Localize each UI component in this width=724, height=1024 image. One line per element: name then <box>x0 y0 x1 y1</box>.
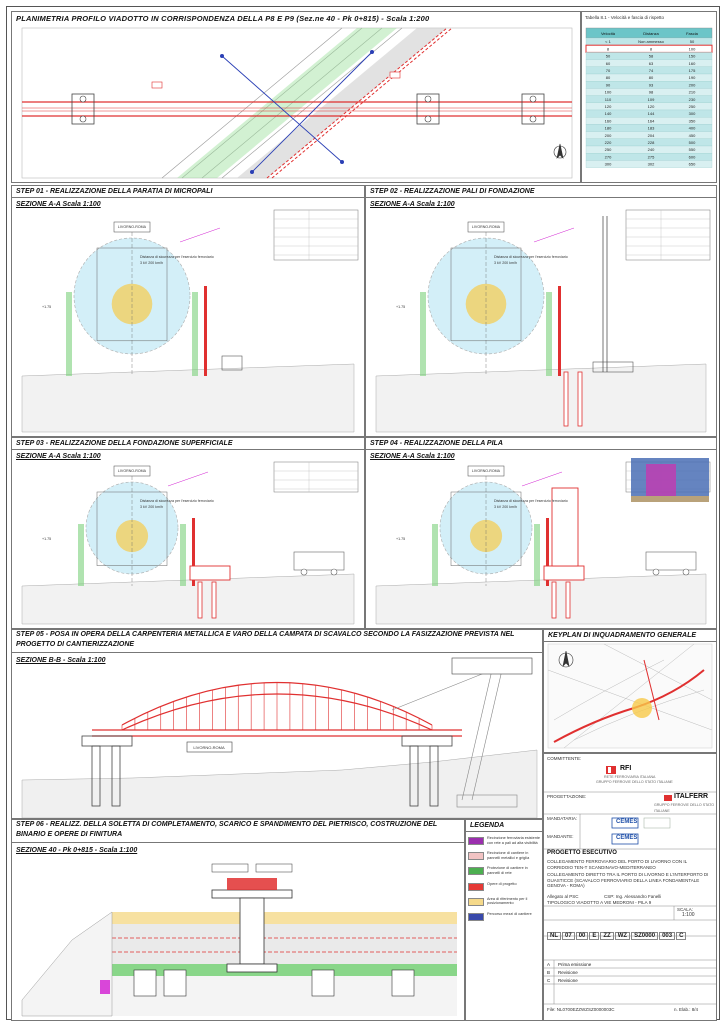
revision-description: Revisione <box>558 970 578 975</box>
line-label: LIVORNO-ROMA <box>117 469 147 473</box>
table-cell: Non ammesso <box>638 39 664 45</box>
revision-code: A <box>547 962 551 967</box>
legend-swatch <box>468 867 484 875</box>
table-cell: 180 <box>604 125 612 131</box>
keyplan-panel <box>543 629 717 753</box>
legend-swatch <box>468 883 484 891</box>
table-cell: 650 <box>688 161 696 167</box>
table-cell: 8 <box>606 46 610 52</box>
step-03-drawing <box>12 438 364 628</box>
legend-text: Percorso mezzi di cantiere <box>487 911 532 916</box>
table-title: Tabella 8.1 - Velocità e fascia di rispetto <box>585 15 665 20</box>
revision-row <box>546 961 712 969</box>
allegato: Allegato al PSC <box>547 894 579 899</box>
designer-logo-text: ITALFERR <box>674 793 709 800</box>
legend-swatch <box>468 913 484 921</box>
step-05-drawing <box>12 630 542 818</box>
legend-item <box>468 912 540 921</box>
legend-text: Protezione di cantiere in pannelli di rete <box>487 866 528 875</box>
table-cell: 80 <box>605 75 611 81</box>
step-04-title: STEP 04 - REALIZZAZIONE DELLA PILA <box>366 438 716 450</box>
step-02-section: SEZIONE A-A Scala 1:100 <box>370 201 455 208</box>
drawing-sheet <box>6 6 720 1020</box>
table-cell: 270 <box>604 154 612 160</box>
step-01-section: SEZIONE A-A Scala 1:100 <box>16 201 101 208</box>
plan-panel <box>11 11 581 183</box>
designer-sub: GRUPPO FERROVIE DELLO STATO ITALIANE <box>654 803 715 813</box>
line-label: LIVORNO-ROMA <box>117 225 147 229</box>
speed-table-panel <box>581 11 717 183</box>
table-header-cell: Fascia <box>686 31 698 36</box>
step-05-title: STEP 05 - POSA IN OPERA DELLA CARPENTERIA METALLICA E VARO DELLA CAMPATA DI SCAVALCO SECONDO LA FASIZZAZIONE PREVISTA NEL PROGETTO DI CANTIERIZZAZIONE <box>12 630 542 653</box>
step-05-panel <box>11 629 543 819</box>
step-01-panel <box>11 185 365 437</box>
mandante-label: MANDANTE: <box>547 834 574 839</box>
table-cell: 300 <box>604 161 612 167</box>
speed-table <box>582 12 716 182</box>
table-cell: 100 <box>604 89 612 95</box>
step-02-panel <box>365 185 717 437</box>
step-01-drawing <box>12 186 364 436</box>
sheet-number: n. Elab.: 8/4 <box>674 1007 699 1012</box>
mandataria-label: MANDATARIA: <box>547 816 578 821</box>
table-cell: 140 <box>604 111 612 117</box>
code-cell: C <box>676 932 686 940</box>
step-01-title: STEP 01 - REALIZZAZIONE DELLA PARATIA DI MICROPALI <box>12 186 364 198</box>
committente-label: COMMITTENTE: <box>547 756 582 761</box>
tension-label: 3 kV 200 km/h <box>494 261 517 265</box>
revision-row <box>546 969 712 977</box>
step-04-section: SEZIONE A-A Scala 1:100 <box>370 453 455 460</box>
step-03-panel <box>11 437 365 629</box>
step-06-section: SEZIONE 40 - Pk 0+815 - Scala 1:100 <box>16 847 138 854</box>
line-label: LIVORNO-ROMA <box>471 225 501 229</box>
table-cell: 144 <box>647 111 655 117</box>
table-cell: 160 <box>604 118 612 124</box>
safety-distance-label: Distanza di sicurezza per l'esercizio ferroviario <box>140 499 214 503</box>
elevation-label: +1.75 <box>42 305 52 309</box>
tension-label: 3 kV 200 km/h <box>140 261 163 265</box>
table-cell: 250 <box>604 147 612 153</box>
step05-line-label: LIVORNO-ROMA <box>193 745 225 750</box>
code-cell: 07 <box>562 932 575 940</box>
document-code <box>547 924 687 942</box>
keyplan-title: KEYPLAN DI INQUADRAMENTO GENERALE <box>544 630 716 642</box>
step-03-section: SEZIONE A-A Scala 1:100 <box>16 453 101 460</box>
code-cell: WZ <box>615 932 630 940</box>
code-cell: 003 <box>659 932 675 940</box>
tipologico: TIPOLOGICO VIADOTTO A VIE MEDRONI - PILA 9 <box>547 900 652 905</box>
legend-list <box>468 836 540 927</box>
table-cell: 63 <box>648 60 654 66</box>
revision-description: Revisione <box>558 978 578 983</box>
client-logo-text: RFI <box>620 765 632 772</box>
safety-distance-label: Distanza di sicurezza per l'esercizio ferroviario <box>494 499 568 503</box>
csp: CSP: Ing. Alessandro Fanelli <box>604 894 662 899</box>
legend-text: Recinzione di cantiere in pannelli metallici e griglia <box>487 851 530 860</box>
table-header-cell: Distanza <box>643 31 659 36</box>
table-cell: < 1 <box>605 39 611 45</box>
table-cell: 80 <box>648 75 654 81</box>
revision-table <box>546 961 712 985</box>
table-cell: 240 <box>647 147 655 153</box>
table-cell: 190 <box>688 75 696 81</box>
scala-label: SCALA: <box>677 907 694 912</box>
description-2: COLLEGAMENTO DIRETTO TRA IL PORTO DI LIVORNO E L'INTERPORTO DI GUASTICCE (SCAVALCO FERROVIARIO DELLA LINEA FONDAMENTALE GENOVA - ROMA) <box>547 872 709 888</box>
code-cell: 00 <box>576 932 589 940</box>
legend-text: Opere di progetto <box>487 881 517 886</box>
legend-item <box>468 851 540 860</box>
table-cell: 175 <box>688 68 696 73</box>
table-cell: 50 <box>689 39 695 45</box>
table-cell: 200 <box>688 82 696 88</box>
table-cell: 350 <box>688 118 696 124</box>
table-cell: 70 <box>605 68 611 73</box>
tension-label: 3 kV 200 km/h <box>140 505 163 509</box>
code-cell: E <box>589 932 599 940</box>
safety-distance-label: Distanza di sicurezza per l'esercizio ferroviario <box>494 255 568 259</box>
legend-panel <box>465 819 543 1021</box>
client-sub2: GRUPPO FERROVIE DELLO STATO ITALIANE <box>596 780 673 784</box>
table-cell: 120 <box>647 104 655 109</box>
table-cell: 120 <box>604 104 612 109</box>
table-cell: 250 <box>688 104 696 109</box>
plan-title: PLANIMETRIA PROFILO VIADOTTO IN CORRISPONDENZA DELLA P8 E P9 (Sez.ne 40 - Pk 0+815) - Scala 1:200 <box>16 14 430 23</box>
table-cell: 110 <box>604 96 612 102</box>
step-03-title: STEP 03 - REALIZZAZIONE DELLA FONDAZIONE SUPERFICIALE <box>12 438 364 450</box>
table-cell: 183 <box>647 125 655 131</box>
table-cell: 50 <box>605 53 611 59</box>
table-cell: 150 <box>688 53 696 59</box>
table-cell: 230 <box>688 96 696 102</box>
step-05-section: SEZIONE B-B - Scala 1:100 <box>16 657 106 664</box>
table-cell: 200 <box>604 132 612 138</box>
legend-swatch <box>468 898 484 906</box>
revision-code: C <box>547 978 551 983</box>
table-cell: 550 <box>688 147 696 153</box>
table-cell: 98 <box>648 89 654 95</box>
code-cell: SZ0000 <box>631 932 658 940</box>
step-04-panel <box>365 437 717 629</box>
table-cell: 228 <box>647 140 655 145</box>
table-cell: 220 <box>604 140 612 145</box>
file-name: File: NL0700EZZWZSZ0000003C <box>547 1007 615 1012</box>
legend-swatch <box>468 837 484 845</box>
table-cell: 100 <box>688 46 696 52</box>
client-sub: RETE FERROVIARIA ITALIANA <box>604 775 656 779</box>
code-cell: ZZ <box>600 932 613 940</box>
table-cell: 160 <box>688 60 696 66</box>
cemes-logo: CEMES <box>616 819 638 825</box>
table-cell: 90 <box>605 82 611 88</box>
step-02-title: STEP 02 - REALIZZAZIONE PALI DI FONDAZIONE <box>366 186 716 198</box>
revision-description: Prima emissione <box>558 962 592 967</box>
scala-value: 1:100 <box>682 912 695 918</box>
safety-distance-label: Distanza di sicurezza per l'esercizio ferroviario <box>140 255 214 259</box>
legend-item <box>468 882 540 891</box>
legend-item <box>468 836 540 845</box>
code-cell: NL <box>547 932 561 940</box>
table-cell: 204 <box>647 132 655 138</box>
table-cell: 302 <box>647 161 655 167</box>
progettazione-label: PROGETTAZIONE: <box>547 794 587 799</box>
table-cell: 58 <box>648 53 654 59</box>
table-cell: 300 <box>688 111 696 117</box>
table-cell: 60 <box>605 60 611 66</box>
progetto-esecutivo: PROGETTO ESECUTIVO <box>547 850 617 856</box>
tension-label: 3 kV 200 km/h <box>494 505 517 509</box>
step-04-drawing <box>366 438 716 628</box>
table-cell: 8 <box>649 46 653 52</box>
table-cell: 93 <box>648 82 654 88</box>
table-cell: 500 <box>688 140 696 145</box>
keyplan-drawing <box>544 630 716 752</box>
table-cell: 74 <box>648 68 654 73</box>
line-label: LIVORNO-ROMA <box>471 469 501 473</box>
revision-code: B <box>547 970 551 975</box>
revision-row <box>546 977 712 985</box>
elevation-label: +1.75 <box>42 537 52 541</box>
table-cell: 109 <box>647 96 655 102</box>
legend-item <box>468 866 540 875</box>
legend-text: Area di riferimento per il posizionamento <box>487 896 528 906</box>
table-header-cell: Velocità <box>600 31 616 36</box>
table-cell: 210 <box>688 89 696 95</box>
step-02-drawing <box>366 186 716 436</box>
table-cell: 600 <box>688 154 696 160</box>
elevation-label: +1.75 <box>396 305 406 309</box>
table-cell: 275 <box>647 154 655 160</box>
step-06-panel <box>11 819 465 1021</box>
plan-drawing <box>12 12 580 182</box>
legend-title: LEGENDA <box>466 820 542 832</box>
legend-swatch <box>468 852 484 860</box>
legend-text: Recinzione ferroviaria esistente con rete a pali ad alta visibilità <box>487 836 540 845</box>
description-1: COLLEGAMENTO FERROVIARIO DEL PORTO DI LIVORNO CON IL CORRIDOIO TEN-T SCANDINAVO-MEDITERRANEO <box>547 859 687 870</box>
step-06-drawing <box>12 820 464 1020</box>
table-cell: 164 <box>647 118 655 124</box>
table-cell: 450 <box>688 132 696 138</box>
table-cell: 400 <box>688 125 696 131</box>
title-block <box>543 753 717 1021</box>
elevation-label: +1.75 <box>396 537 406 541</box>
legend-item <box>468 897 540 906</box>
step-06-title: STEP 06 - REALIZZ. DELLA SOLETTA DI COMPLETAMENTO, SCARICO E SPANDIMENTO DEL PIETRISCO, COSTRUZIONE DEL BINARIO E OPERE DI FINITURA <box>12 820 464 843</box>
cemes-logo-2: CEMES <box>616 835 638 841</box>
